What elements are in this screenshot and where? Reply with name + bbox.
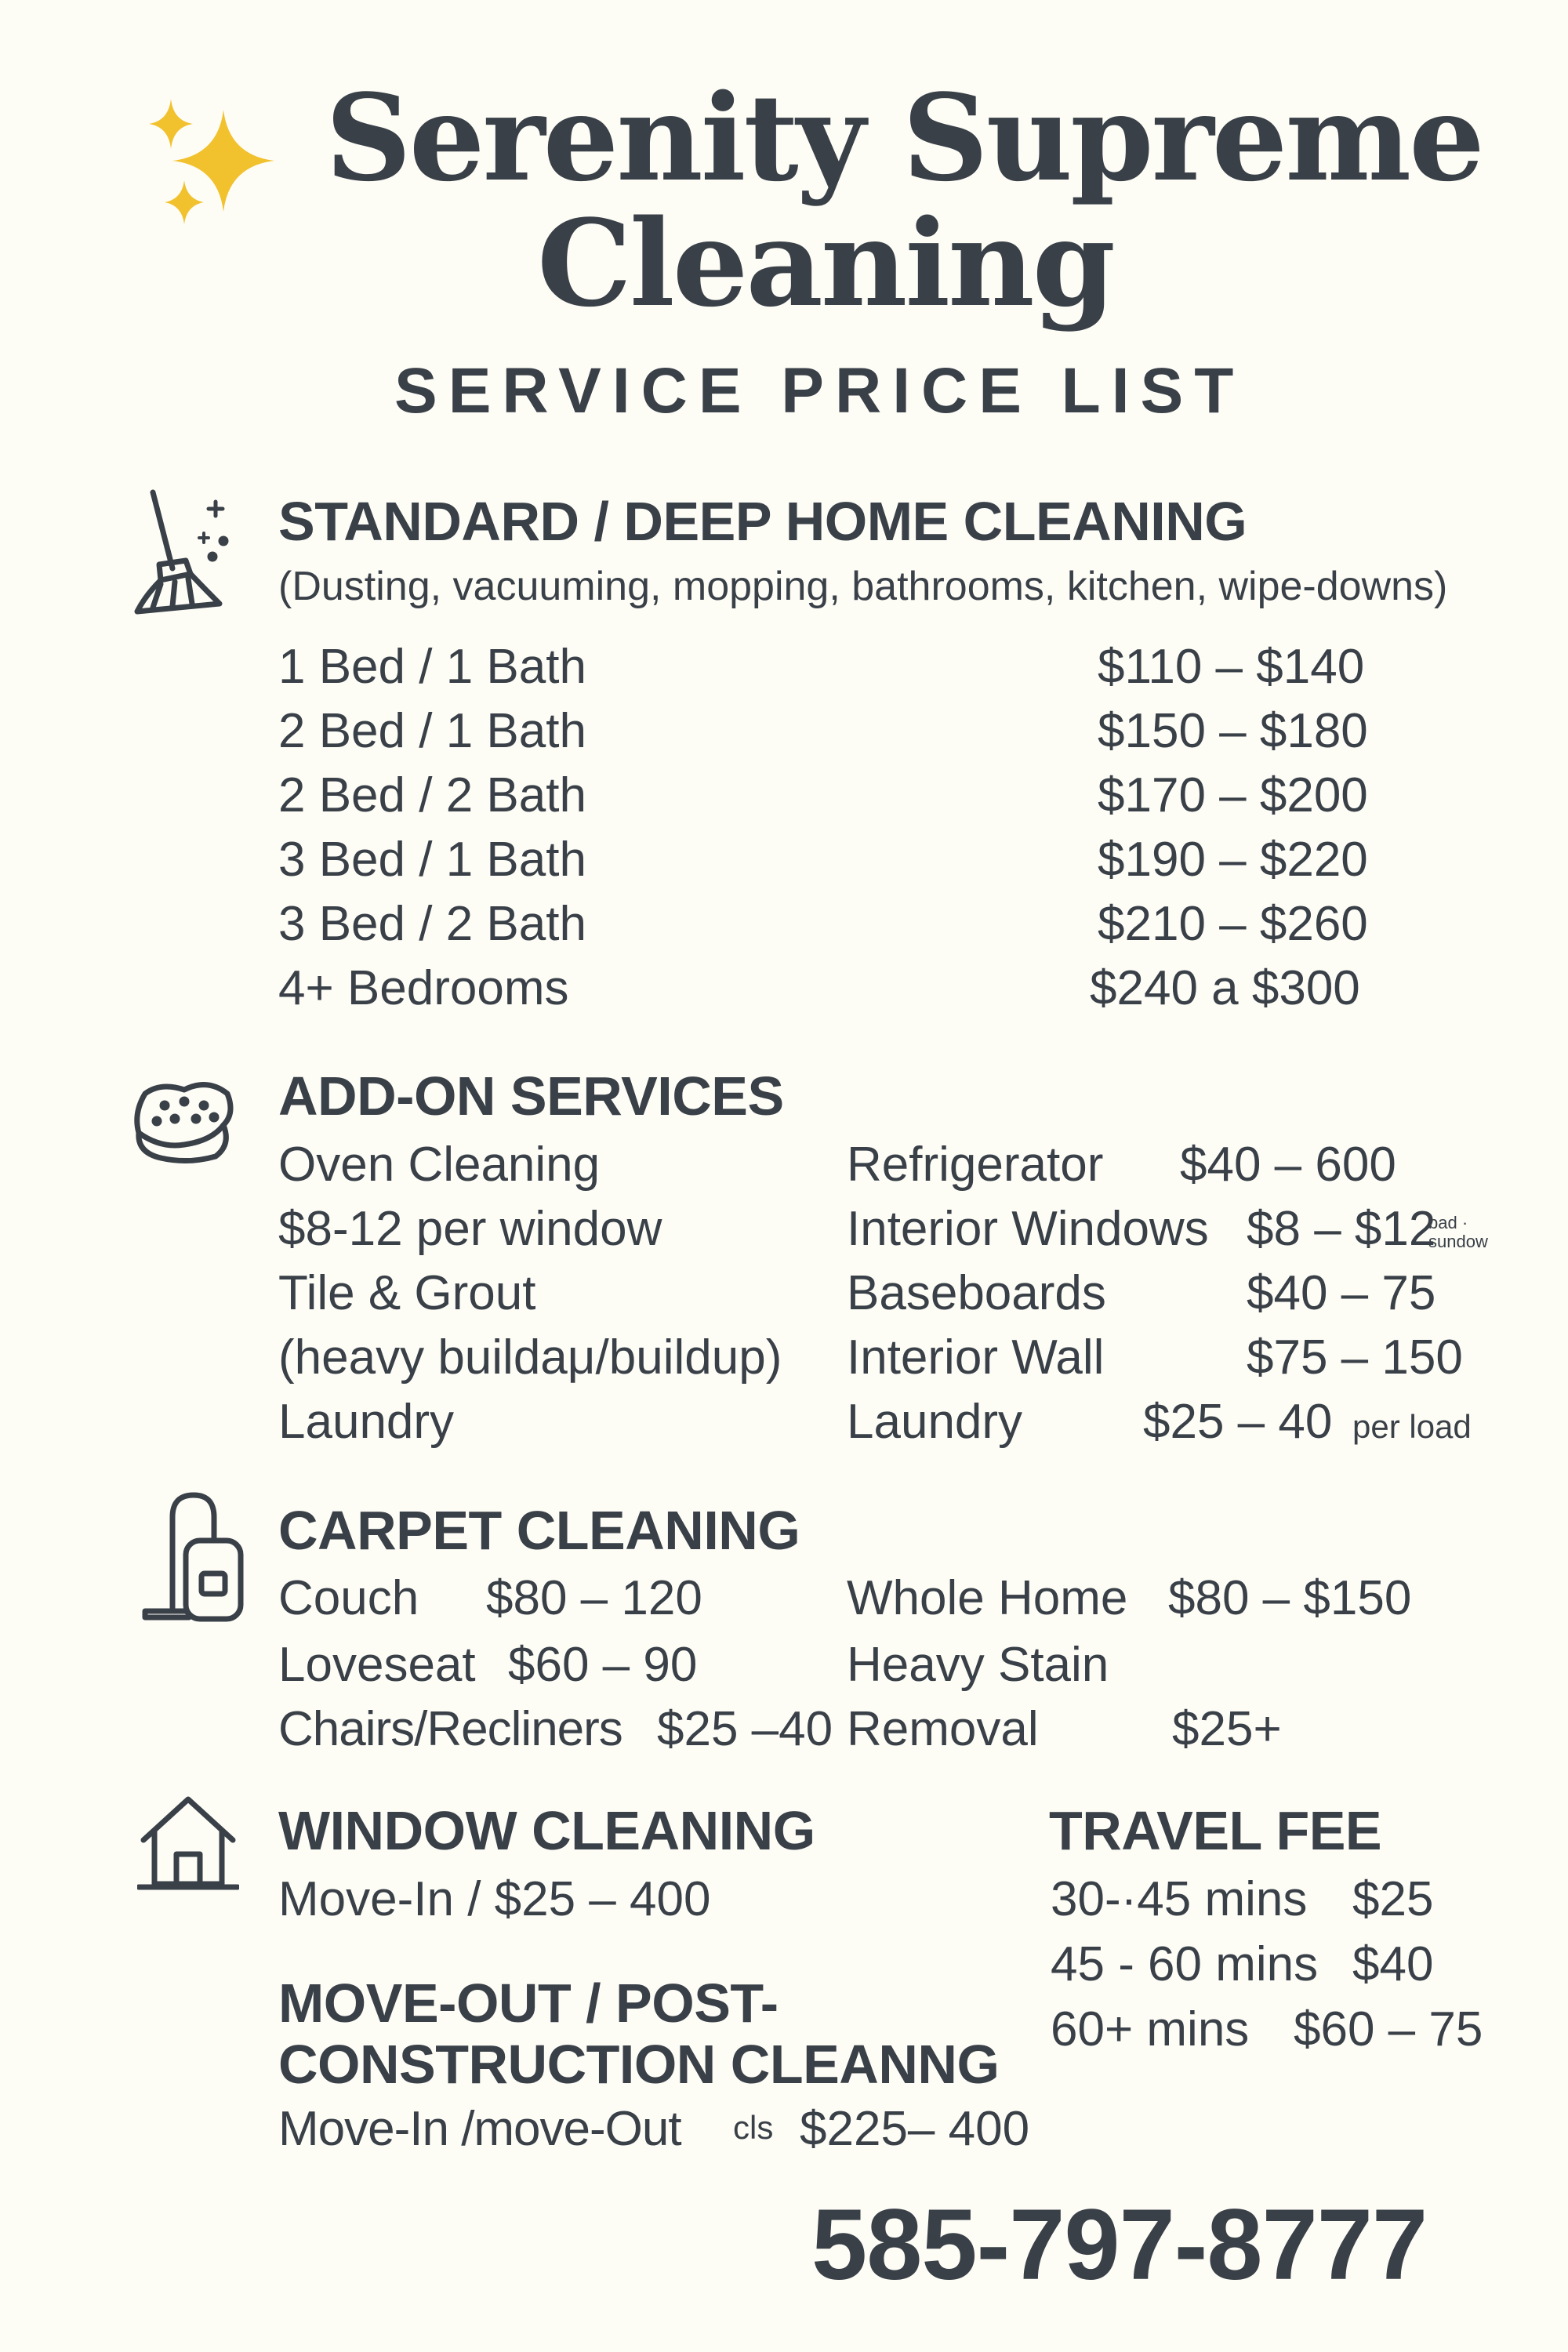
moveout-heading-line1: MOVE-OUT / POST- — [278, 1973, 779, 2034]
moveout-small: cls — [733, 2109, 774, 2146]
standard-note: (Dusting, vacuuming, mopping, bathrooms, kitchen, wipe-downs) — [278, 564, 1448, 609]
addons-right-price: $40 – 600 — [1180, 1138, 1396, 1192]
standard-row-label: 3 Bed / 2 Bath — [278, 897, 586, 951]
addons-right-price: $75 – 150 — [1247, 1330, 1463, 1385]
carpet-right-label: Heavy Stain — [847, 1638, 1109, 1692]
standard-row-price: $190 – $220 — [1098, 833, 1368, 887]
standard-row-label: 1 Bed / 1 Bath — [278, 640, 586, 694]
standard-row-price: $240 a $300 — [1090, 961, 1360, 1015]
addons-left-item: Laundry — [278, 1395, 455, 1449]
carpet-left-label: Chairs/Recliners — [278, 1702, 622, 1756]
addons-left-item: Tile & Grout — [278, 1266, 536, 1320]
standard-row-label: 2 Bed / 2 Bath — [278, 768, 586, 822]
carpet-left-price: $60 – 90 — [508, 1638, 698, 1692]
addons-right-extra: per load — [1352, 1408, 1472, 1445]
moveout-heading-line2: CONSTRUCTION CLEANNG — [278, 2034, 1000, 2095]
addons-left-item: (heavy buildaμ/buildup) — [278, 1330, 782, 1385]
travel-row-price: $40 — [1352, 1937, 1434, 1991]
carpet-right-price: $80 – $150 — [1168, 1571, 1412, 1625]
moveout-price: $225– 400 — [800, 2102, 1030, 2156]
page-title-line1: Serenity Supreme — [325, 67, 1483, 208]
vacuum-icon — [137, 1486, 247, 1627]
addons-right-label: Refrigerator — [847, 1138, 1104, 1192]
carpet-left-label: Loveseat — [278, 1638, 476, 1692]
addons-right-label: Baseboards — [847, 1266, 1106, 1320]
window-heading: WINDOW CLEANING — [278, 1800, 815, 1861]
broom-icon — [129, 486, 239, 619]
travel-row-price: $60 – 75 — [1294, 2002, 1483, 2056]
carpet-right-price: $25+ — [1172, 1702, 1282, 1756]
addons-right-label: Interior Windows — [847, 1202, 1209, 1256]
sponge-icon — [129, 1070, 239, 1172]
page-title-line2: Cleaning — [537, 193, 1113, 333]
carpet-heading: CARPET CLEANING — [278, 1500, 800, 1561]
window-line: Move-In / $25 – 400 — [278, 1872, 711, 1926]
carpet-left-label: Couch — [278, 1571, 419, 1625]
standard-row-price: $110 – $140 — [1098, 640, 1365, 694]
standard-row-label: 3 Bed / 1 Bath — [278, 833, 586, 887]
addons-right-extra: bad · sundow — [1428, 1213, 1488, 1252]
travel-heading: TRAVEL FEE — [1049, 1800, 1382, 1861]
standard-row-label: 4+ Bedrooms — [278, 961, 569, 1015]
addons-left-item: Oven Cleaning — [278, 1138, 601, 1192]
addons-right-label: Laundry — [847, 1395, 1023, 1449]
carpet-left-price: $25 –40 — [657, 1702, 833, 1756]
standard-heading: STANDARD / DEEP HOME CLEANING — [278, 491, 1247, 552]
phone-number: 585-797-8777 — [811, 2189, 1428, 2301]
addons-heading: ADD-ON SERVICES — [278, 1065, 784, 1127]
addons-right-price: $8 – $12 — [1247, 1202, 1436, 1256]
addons-right-price: $40 – 75 — [1247, 1266, 1436, 1320]
standard-row-price: $170 – $200 — [1098, 768, 1368, 822]
sparkles-icon — [141, 94, 290, 235]
addons-right-price: $25 – 40 — [1143, 1395, 1333, 1449]
carpet-right-label: Removal — [847, 1702, 1039, 1756]
standard-row-price: $150 – $180 — [1098, 704, 1368, 758]
travel-row-label: 30-·45 mins — [1051, 1872, 1308, 1926]
travel-row-label: 60+ mins — [1051, 2002, 1250, 2056]
carpet-left-price: $80 – 120 — [486, 1571, 702, 1625]
addons-left-item: $8-12 per window — [278, 1202, 662, 1256]
addons-right-label: Interior Wall — [847, 1330, 1105, 1385]
house-icon — [137, 1791, 239, 1893]
travel-row-label: 45 - 60 mins — [1051, 1937, 1319, 1991]
page-subtitle: SERVICE PRICE LIST — [394, 355, 1245, 426]
moveout-label: Move-In /move-Out — [278, 2102, 681, 2156]
carpet-right-label: Whole Home — [847, 1571, 1128, 1625]
standard-row-price: $210 – $260 — [1098, 897, 1368, 951]
travel-row-price: $25 — [1352, 1872, 1434, 1926]
standard-row-label: 2 Bed / 1 Bath — [278, 704, 586, 758]
